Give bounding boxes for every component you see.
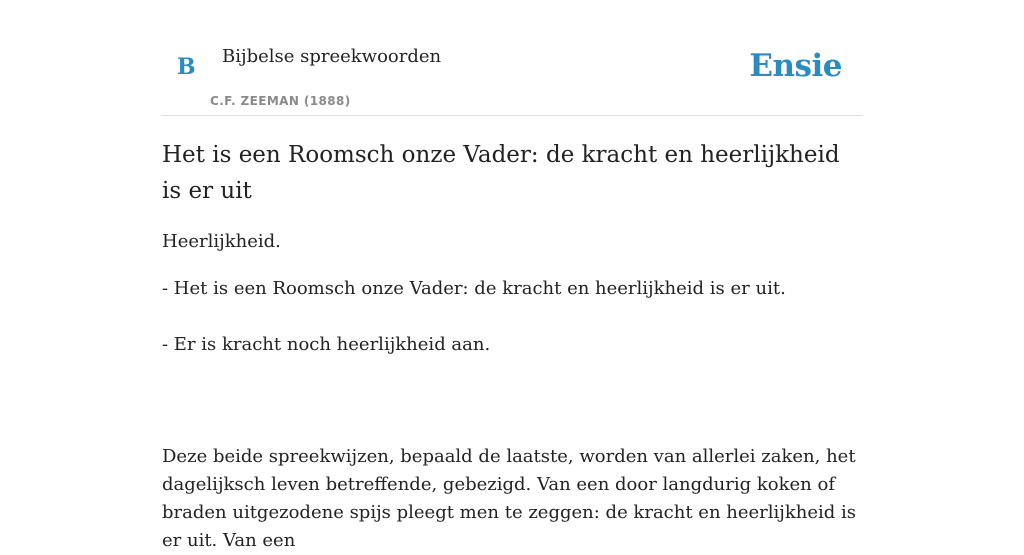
entry-paragraph: - Het is een Roomsch onze Vader: de kracht en heerlijkheid is er uit. bbox=[162, 278, 786, 299]
book-title-link[interactable]: Bijbelse spreekwoorden bbox=[222, 46, 442, 67]
entry-title: Het is een Roomsch onze Vader: de kracht en heerlijkheid is er uit bbox=[162, 142, 840, 204]
ensie-logo[interactable]: Ensie bbox=[749, 48, 842, 84]
book-author: C.F. ZEEMAN (1888) bbox=[210, 94, 351, 108]
entry-paragraph: Deze beide spreekwijzen, bepaald de laatste, worden van allerlei zaken, het dagelijksch leven betreffende, gebezigd. Van een door langdurig koken of braden uitgezodene spijs pleegt men te zeggen: de kracht en heerlijkheid is er uit. Van een bbox=[162, 446, 857, 551]
page-header bbox=[162, 0, 862, 116]
entry-paragraph: - Er is kracht noch heerlijkheid aan. bbox=[162, 334, 491, 355]
book-letter-icon[interactable]: B bbox=[177, 54, 196, 80]
page-container bbox=[162, 0, 862, 551]
entry-paragraph: Heerlijkheid. bbox=[162, 231, 281, 252]
